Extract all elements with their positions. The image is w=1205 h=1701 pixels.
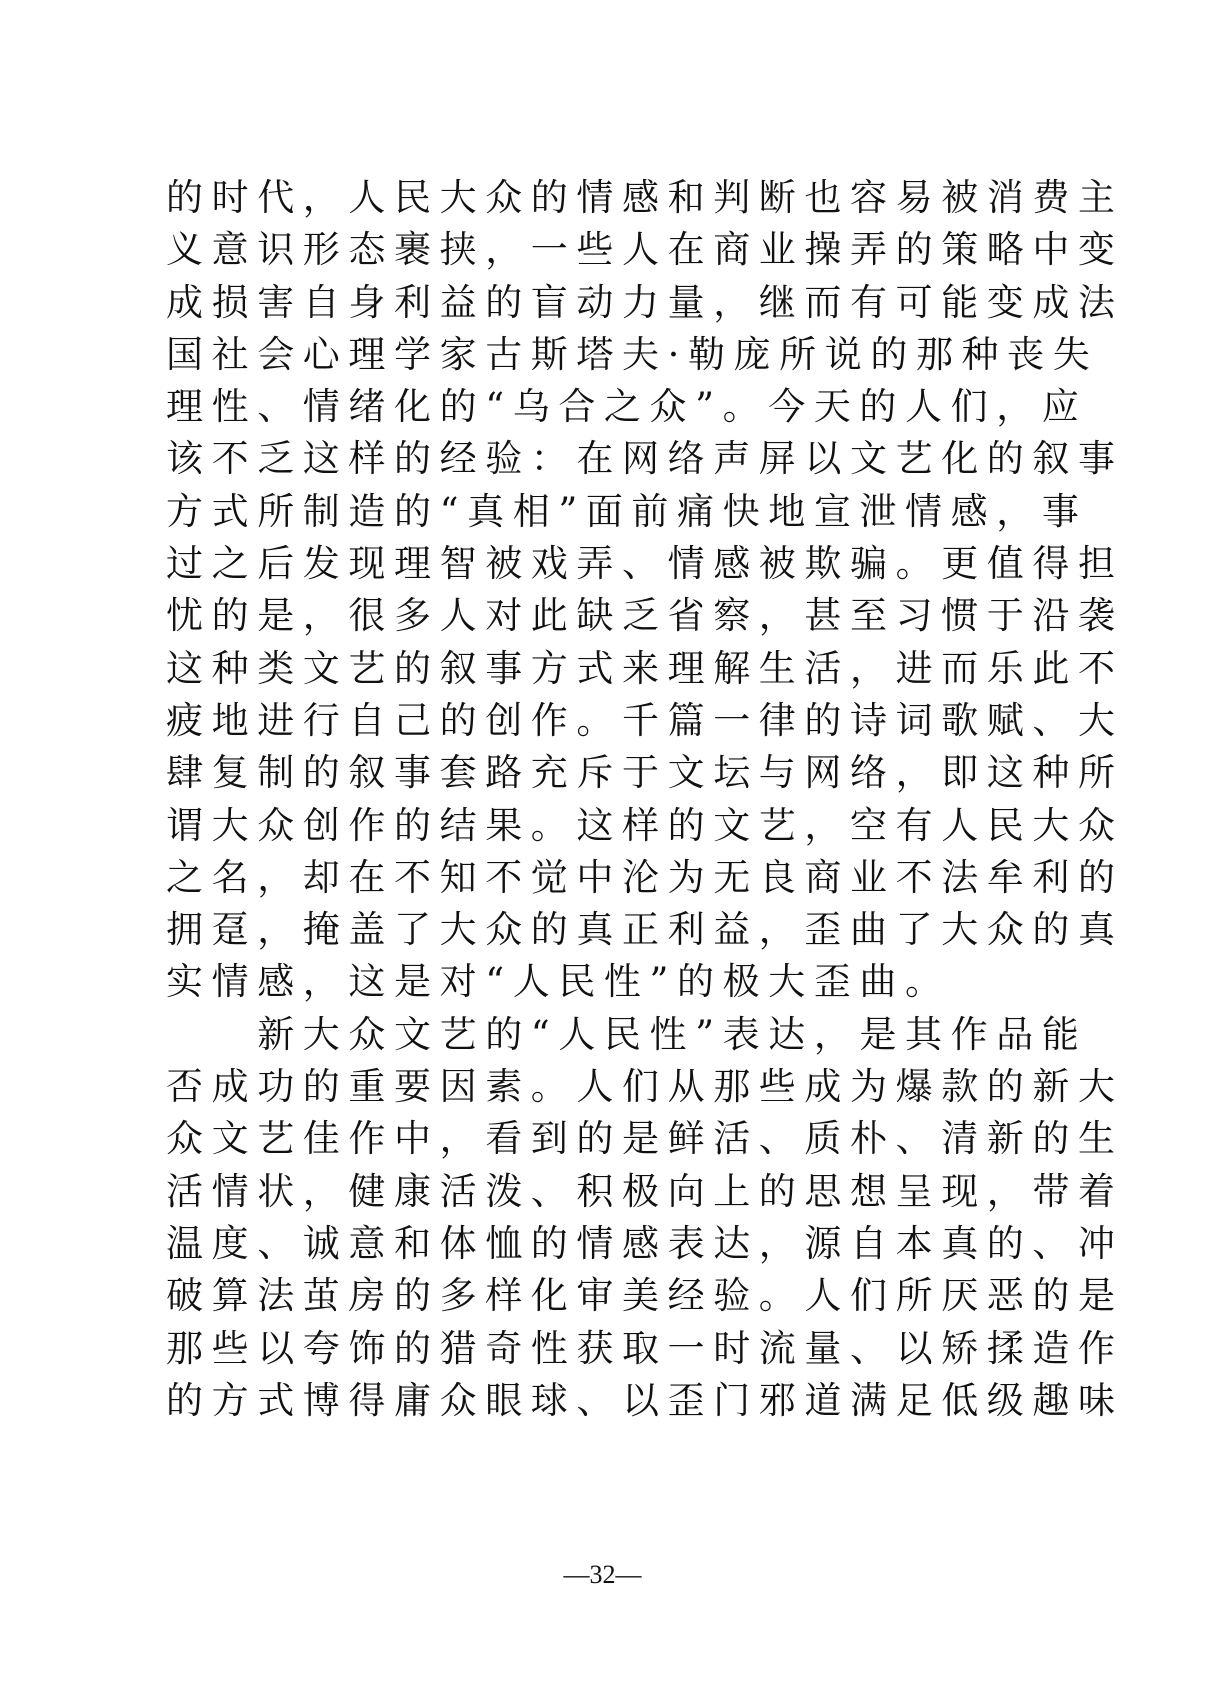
text-line: 活情状，健康活泼、积极向上的思想呈现，带着 (166, 1169, 1124, 1213)
text-line: 该不乏这样的经验：在网络声屏以文艺化的叙事 (166, 437, 1124, 481)
text-line: 之名，却在不知不觉中沦为无良商业不法牟利的 (166, 855, 1124, 899)
text-line: 肆复制的叙事套路充斥于文坛与网络，即这种所 (166, 751, 1124, 795)
text-line: 破算法茧房的多样化审美经验。人们所厌恶的是 (166, 1274, 1124, 1318)
text-line: 理性、情绪化的“乌合之众”。今天的人们，应 (166, 385, 1088, 429)
text-line: 众文艺佳作中，看到的是鲜活、质朴、清新的生 (166, 1117, 1124, 1161)
text-line: 的时代，人民大众的情感和判断也容易被消费主 (166, 176, 1124, 219)
page-number: —32— (563, 1560, 642, 1589)
text-line: 实情感，这是对“人民性”的极大歪曲。 (166, 960, 951, 1004)
text-line: 方式所制造的“真相”面前痛快地宣泄情感，事 (166, 489, 1088, 533)
text-line: 过之后发现理智被戏弄、情感被欺骗。更值得担 (166, 542, 1124, 586)
text-line: 疲地进行自己的创作。千篇一律的诗词歌赋、大 (166, 698, 1124, 742)
text-line: 国社会心理学家古斯塔夫·勒庞所说的那种丧失 (166, 332, 1099, 376)
text-line: 忧的是，很多人对此缺乏省察，甚至习惯于沿袭 (166, 594, 1124, 638)
text-line: 新大众文艺的“人民性”表达，是其作品能 (166, 1012, 1088, 1056)
text-line: 的方式博得庸众眼球、以歪门邪道满足低级趣味 (166, 1378, 1124, 1422)
text-line: 成损害自身利益的盲动力量，继而有可能变成法 (166, 280, 1124, 324)
text-line: 义意识形态裹挟，一些人在商业操弄的策略中变 (166, 228, 1124, 272)
text-line: 拥趸，掩盖了大众的真正利益，歪曲了大众的真 (166, 908, 1124, 952)
text-line: 那些以夸饰的猎奇性获取一时流量、以矫揉造作 (166, 1326, 1124, 1370)
body-text (166, 172, 1124, 1427)
text-line: 谓大众创作的结果。这样的文艺，空有人民大众 (166, 803, 1124, 847)
text-line: 这种类文艺的叙事方式来理解生活，进而乐此不 (166, 646, 1124, 690)
text-line: 否成功的重要因素。人们从那些成为爆款的新大 (166, 1065, 1124, 1109)
text-line: 温度、诚意和体恤的情感表达，源自本真的、冲 (166, 1221, 1124, 1265)
